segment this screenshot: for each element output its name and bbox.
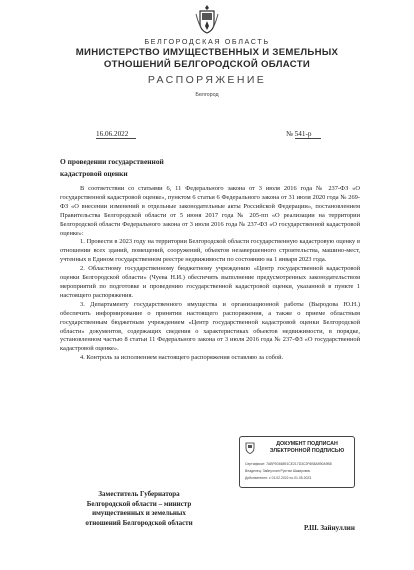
body-paragraph-3: 3. Департаменту государственного имущества и организационной работы (Выродова Ю.Н.) обеспечить информирование о принятии настоящего распоряжения, а также о приеме областным государственным бюджетным учреждением «Центр государственной кадастровой оценки Белгородской области» документов, содержащих сведения о характеристиках объектов недвижимости, в порядке, установленном частью 8 статьи 11 Федерального закона от 3 июля 2016 года № 237-ФЗ «О государственной кадастровой оценке». bbox=[60, 300, 360, 353]
signer-name: Р.Ш. Зайнуллин bbox=[304, 524, 355, 532]
body-paragraph-1: 1. Провести в 2023 году на территории Белгородской области государственную кадастровую оценку в отношении всех зданий, помещений, сооружений, объектов незавершенного строительства, машино-мест, учтенных в Едином государственном реестре недвижимости по состоянию на 1 января 2023 года. bbox=[60, 238, 360, 264]
ministry-name bbox=[0, 47, 414, 71]
stamp-validity: Действителен: с 01.02.2022 по 01.05.2023 bbox=[245, 476, 312, 480]
body-paragraph-preamble: В соответствии со статьями 6, 11 Федерального закона от 3 июля 2016 года № 237-ФЗ «О государственной кадастровой оценке», пунктом 6 статьи 6 Федерального закона от 31 июля 2020 года № 269-ФЗ «О внесении изменений в отдельные законодательные акты Российской Федерации», постановлением Правительства Белгородской области от 5 июня 2017 года № 205-пп «О реализации на территории Белгородской области Федерального закона от 3 июля 2016 года № 237-ФЗ «О государственной кадастровой оценке»: bbox=[60, 185, 360, 237]
document-date: 16.06.2022 bbox=[96, 130, 136, 139]
document-subject bbox=[60, 156, 164, 180]
number-sign: № bbox=[286, 130, 293, 138]
coat-of-arms-icon bbox=[195, 4, 219, 34]
body-paragraph-4: 4. Контроль за исполнением настоящего распоряжения оставляю за собой. bbox=[80, 354, 284, 362]
document-number bbox=[286, 130, 321, 139]
signer-position bbox=[64, 490, 214, 528]
signer-line-4: отношений Белгородской области bbox=[85, 518, 193, 527]
ministry-line-2: ОТНОШЕНИЙ БЕЛГОРОДСКОЙ ОБЛАСТИ bbox=[103, 59, 311, 70]
coat-of-arms-icon bbox=[244, 441, 256, 454]
signer-line-3: имущественных и земельных bbox=[92, 509, 186, 518]
document-type: РАСПОРЯЖЕНИЕ bbox=[147, 74, 267, 86]
electronic-signature-stamp bbox=[239, 436, 355, 488]
signer-line-1: Заместитель Губернатора bbox=[98, 490, 180, 498]
region-name: БЕЛГОРОДСКАЯ ОБЛАСТЬ bbox=[144, 37, 270, 46]
subject-line-1: О проведении государственной bbox=[60, 157, 164, 166]
city-name: Белгород bbox=[195, 92, 219, 98]
document-body bbox=[60, 185, 360, 363]
stamp-title-1: ДОКУМЕНТ ПОДПИСАН bbox=[276, 441, 338, 447]
ministry-line-1: МИНИСТЕРСТВО ИМУЩЕСТВЕННЫХ И ЗЕМЕЛЬНЫХ bbox=[75, 47, 339, 58]
stamp-title-2: ЭЛЕКТРОННОЙ ПОДПИСЬЮ bbox=[269, 448, 345, 454]
stamp-owner: Владелец: Зайнуллин Рустэм Шакирович bbox=[245, 469, 311, 473]
body-paragraph-2: 2. Областному государственному бюджетному учреждению «Центр государственной кадастровой оценки Белгородской области» (Чуева Н.И.) обеспечить выполнение предусмотренных законодательством мероприятий по подготовке и проведению государственной кадастровой оценки, указанной в пункте 1 настоящего распоряжения. bbox=[60, 265, 360, 299]
signer-line-2: Белгородской области – министр bbox=[86, 499, 192, 508]
stamp-certificate: Сертификат: 7ABF9D66891CE217D3C2F6B8A590A9B8 bbox=[245, 462, 332, 466]
subject-line-2: кадастровой оценки bbox=[60, 169, 128, 178]
number-value: 541-р bbox=[295, 130, 321, 139]
